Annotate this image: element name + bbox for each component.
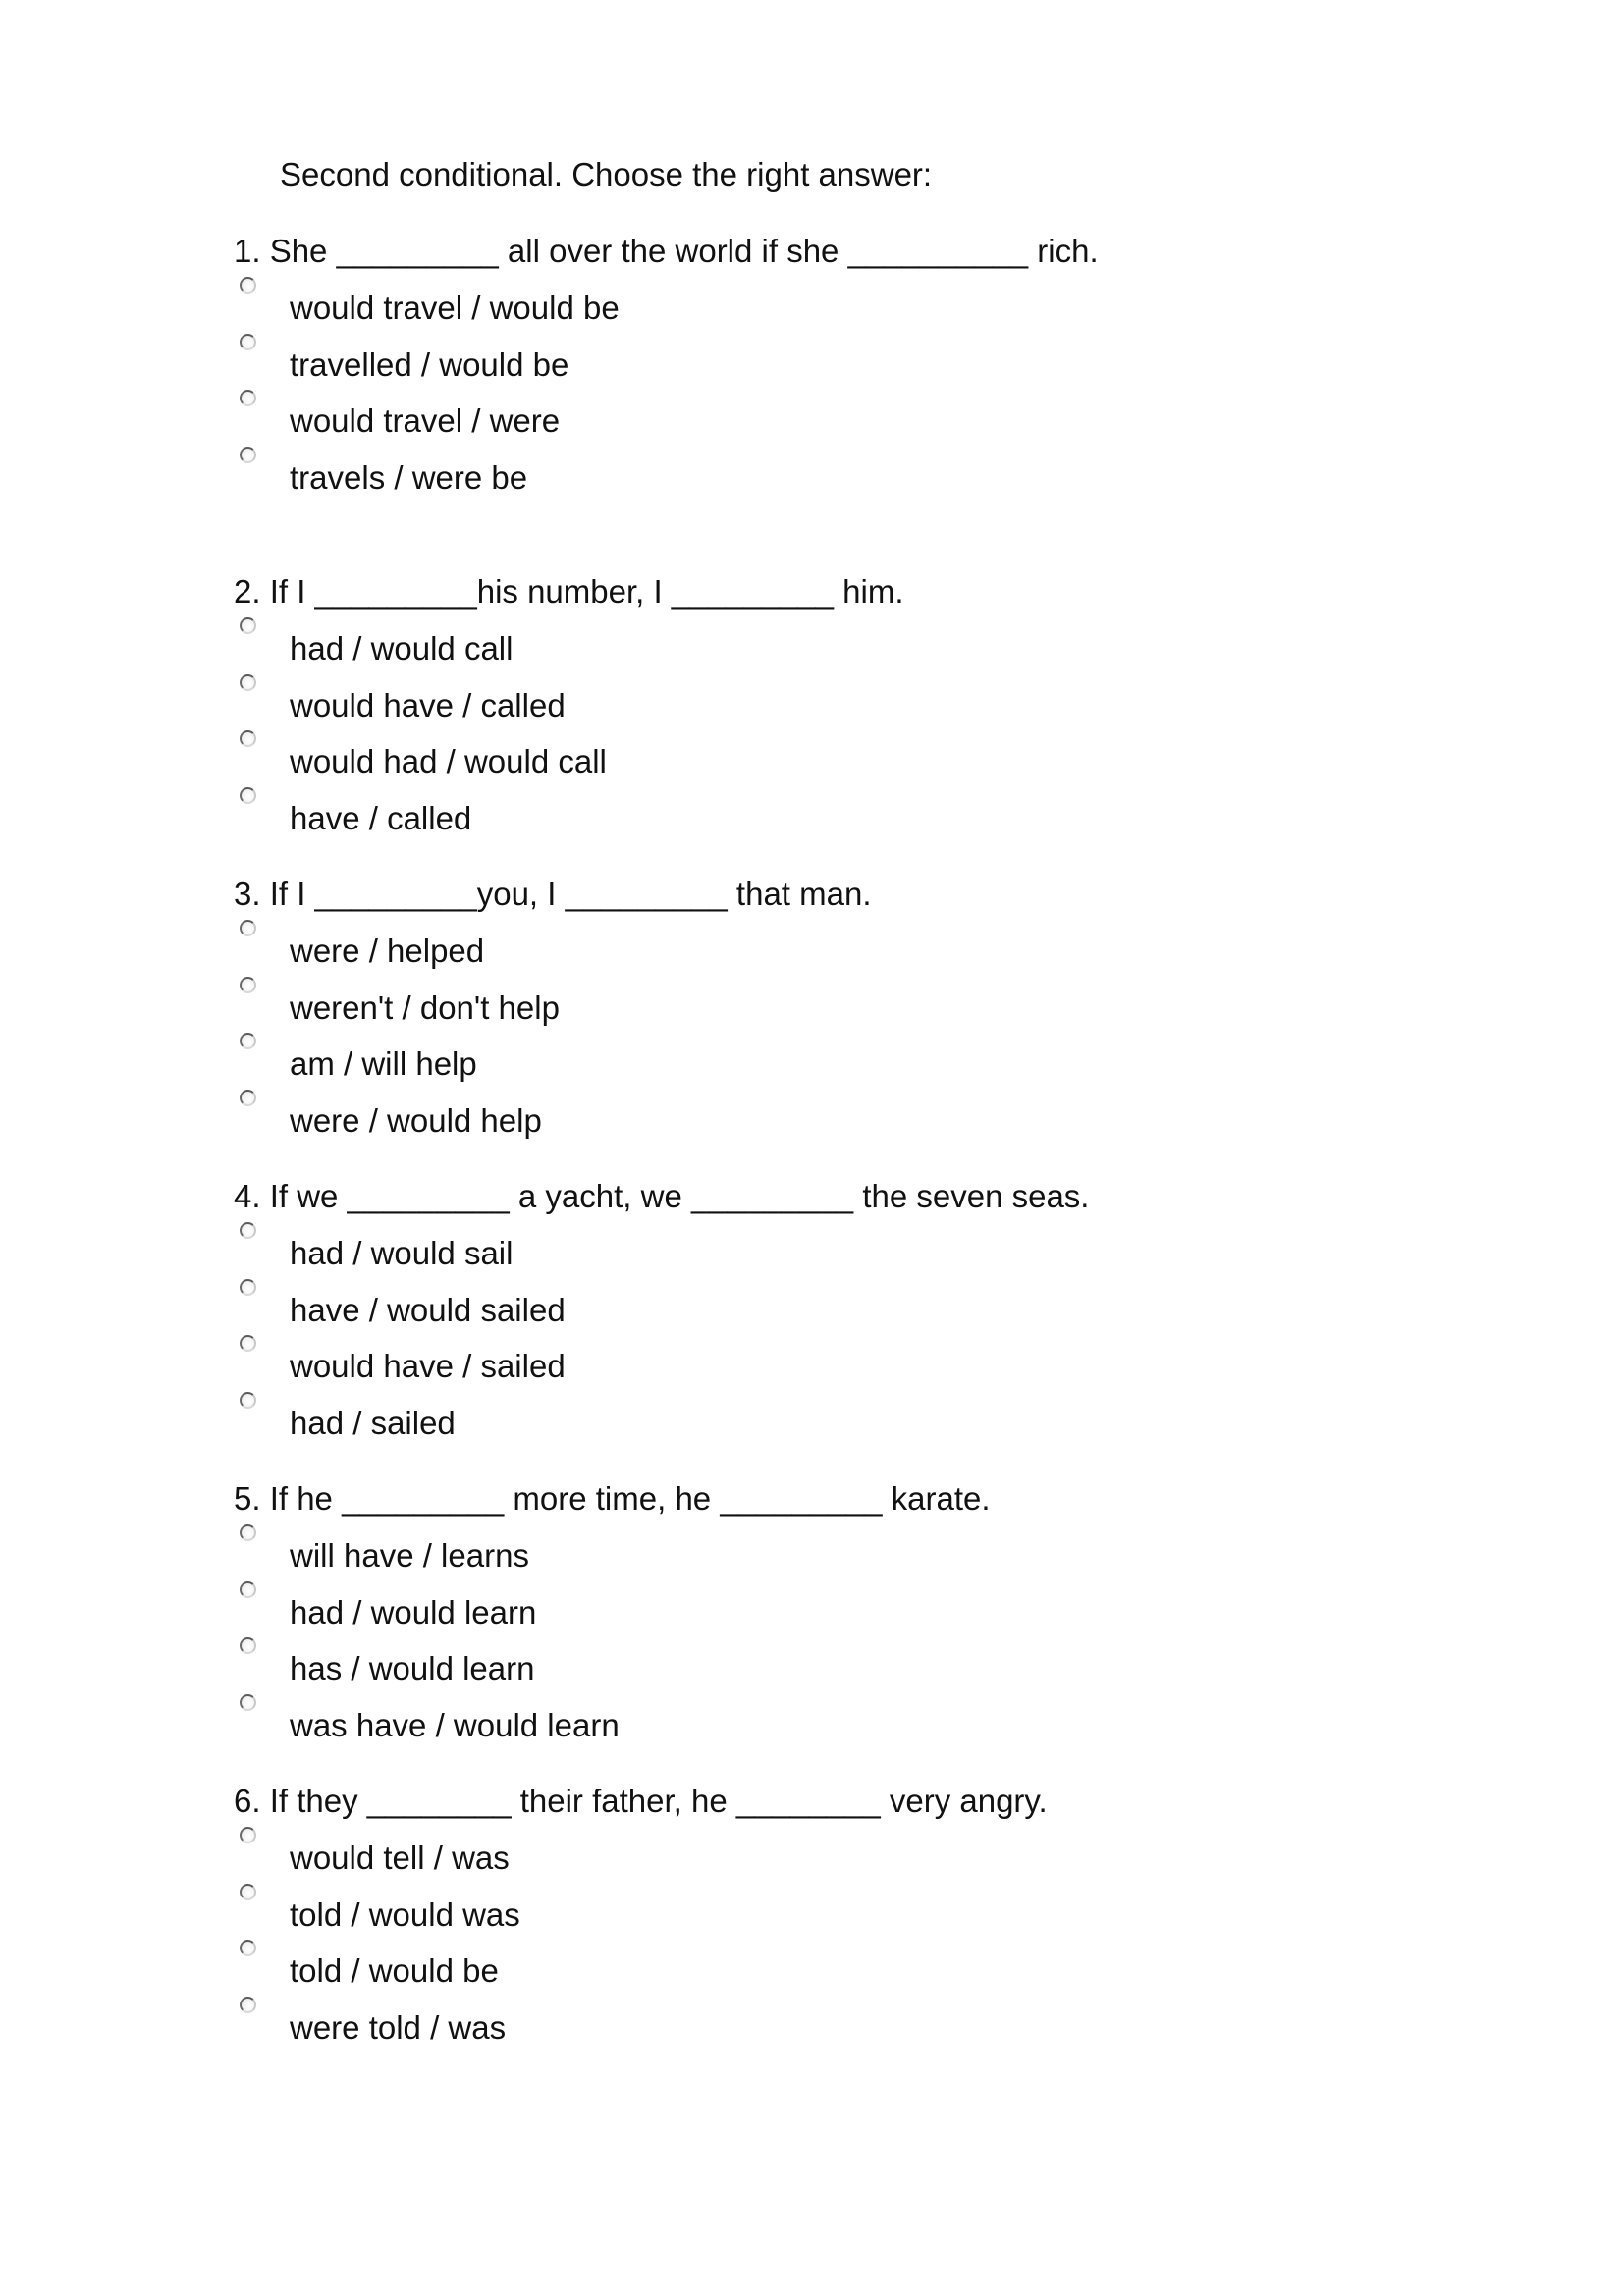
option-1a[interactable]	[234, 271, 1412, 328]
option-2d[interactable]	[234, 781, 1412, 838]
option-label[interactable]: have / called	[290, 799, 472, 836]
question-1	[234, 232, 1412, 497]
option-4a[interactable]	[234, 1216, 1412, 1273]
radio-button[interactable]	[240, 1524, 256, 1541]
option-1d[interactable]	[234, 441, 1412, 498]
option-6c[interactable]	[234, 1934, 1412, 1991]
option-1c[interactable]	[234, 384, 1412, 441]
option-3a[interactable]	[234, 914, 1412, 971]
question-text: 5. If he _________ more time, he _________ karate.	[234, 1480, 991, 1517]
option-label[interactable]: had / would sail	[290, 1235, 514, 1271]
question-text: 2. If I _________his number, I _________ him.	[234, 573, 904, 610]
radio-button[interactable]	[240, 447, 256, 463]
option-6b[interactable]	[234, 1878, 1412, 1935]
option-label[interactable]: told / would was	[290, 1896, 520, 1933]
option-5a[interactable]	[234, 1519, 1412, 1575]
radio-button[interactable]	[240, 1637, 256, 1654]
option-label[interactable]: would travel / were	[290, 402, 561, 439]
question-6	[234, 1782, 1412, 2047]
radio-button[interactable]	[240, 787, 256, 804]
radio-button[interactable]	[240, 1392, 256, 1409]
option-5d[interactable]	[234, 1688, 1412, 1745]
radio-button[interactable]	[240, 1884, 256, 1900]
option-4c[interactable]	[234, 1329, 1412, 1386]
radio-button[interactable]	[240, 1090, 256, 1106]
option-3c[interactable]	[234, 1027, 1412, 1084]
radio-button[interactable]	[240, 390, 256, 406]
option-2b[interactable]	[234, 668, 1412, 725]
option-5b[interactable]	[234, 1575, 1412, 1632]
radio-button[interactable]	[240, 1940, 256, 1956]
radio-button[interactable]	[240, 617, 256, 634]
option-6a[interactable]	[234, 1821, 1412, 1878]
question-2	[234, 572, 1412, 837]
question-text: 3. If I _________you, I _________ that man.	[234, 876, 872, 912]
option-label[interactable]: would travel / would be	[290, 290, 620, 326]
option-1b[interactable]	[234, 328, 1412, 385]
radio-button[interactable]	[240, 1222, 256, 1239]
option-label[interactable]: have / would sailed	[290, 1291, 566, 1328]
option-label[interactable]: were / helped	[290, 933, 485, 969]
option-label[interactable]: were / would help	[290, 1101, 542, 1139]
option-label[interactable]: would tell / was	[290, 1840, 510, 1876]
worksheet-title: Second conditional. Choose the right answer:	[280, 156, 933, 192]
radio-button[interactable]	[240, 1033, 256, 1049]
question-4	[234, 1177, 1412, 1442]
option-label[interactable]: had / sailed	[290, 1404, 456, 1441]
question-3	[234, 875, 1412, 1140]
radio-button[interactable]	[240, 1279, 256, 1296]
radio-button[interactable]	[240, 730, 256, 747]
option-label[interactable]: has / would learn	[290, 1650, 535, 1686]
option-label[interactable]: had / would call	[290, 630, 514, 667]
option-label[interactable]: travelled / would be	[290, 346, 569, 383]
radio-button[interactable]	[240, 1997, 256, 2013]
option-2c[interactable]	[234, 724, 1412, 781]
option-label[interactable]: were told / was	[290, 2008, 507, 2046]
option-label[interactable]: weren't / don't help	[290, 988, 560, 1026]
option-label[interactable]: would have / called	[290, 686, 566, 723]
option-label[interactable]: would had / would call	[290, 743, 607, 779]
radio-button[interactable]	[240, 1827, 256, 1843]
radio-button[interactable]	[240, 1581, 256, 1598]
option-2a[interactable]	[234, 612, 1412, 668]
question-text: 4. If we _________ a yacht, we _________ the seven seas.	[234, 1178, 1090, 1214]
option-5c[interactable]	[234, 1631, 1412, 1688]
option-3d[interactable]	[234, 1084, 1412, 1141]
radio-button[interactable]	[240, 277, 256, 294]
radio-button[interactable]	[240, 1694, 256, 1711]
radio-button[interactable]	[240, 334, 256, 350]
option-label[interactable]: travels / were be	[290, 458, 528, 496]
option-3b[interactable]	[234, 971, 1412, 1028]
radio-button[interactable]	[240, 977, 256, 993]
option-label[interactable]: had / would learn	[290, 1593, 537, 1630]
option-label[interactable]: am / will help	[290, 1045, 477, 1082]
option-label[interactable]: will have / learns	[290, 1537, 529, 1574]
question-5	[234, 1479, 1412, 1744]
radio-button[interactable]	[240, 920, 256, 936]
option-label[interactable]: told / would be	[290, 1952, 499, 1989]
question-text: 1. She _________ all over the world if she __________ rich.	[234, 233, 1099, 269]
radio-button[interactable]	[240, 674, 256, 691]
option-label[interactable]: would have / sailed	[290, 1348, 566, 1384]
question-text: 6. If they ________ their father, he ________ very angry.	[234, 1783, 1048, 1819]
option-label[interactable]: was have / would learn	[290, 1706, 620, 1743]
option-6d[interactable]	[234, 1991, 1412, 2048]
radio-button[interactable]	[240, 1335, 256, 1352]
option-4b[interactable]	[234, 1273, 1412, 1330]
option-4d[interactable]	[234, 1386, 1412, 1443]
